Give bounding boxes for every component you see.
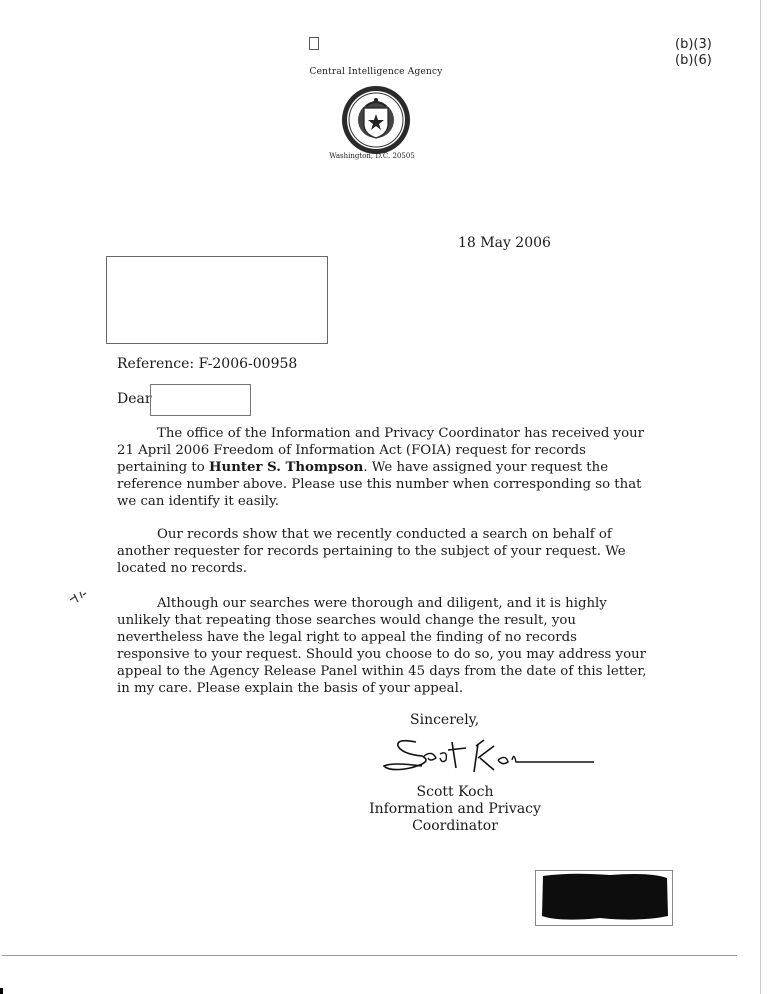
paragraph-3 bbox=[117, 595, 647, 697]
paragraph-1-tail: . We have assigned your request the reference number above. Please use this number when corresponding so that we can identify it easily. bbox=[117, 460, 642, 509]
reference-number: Reference: F-2006-00958 bbox=[117, 356, 298, 372]
redaction-blackout bbox=[540, 872, 670, 922]
recipient-name-redaction-box bbox=[150, 384, 251, 416]
signature-image bbox=[382, 732, 597, 782]
signer-title: Information and Privacy Coordinator bbox=[369, 801, 541, 834]
salutation: Dear bbox=[117, 391, 152, 407]
scan-artifact bbox=[0, 988, 3, 994]
margin-mark-icon bbox=[68, 590, 88, 606]
scan-edge-line bbox=[2, 955, 737, 956]
cia-seal-icon bbox=[340, 84, 412, 156]
paragraph-3-text: Although our searches were thorough and diligent, and it is highly unlikely that repeating those searches would change the result, you nevertheless have the legal right to appeal the finding of no records responsive to your request. Should you choose to do so, you may address your appeal to the Agency Release Panel within 45 days from the date of this letter, in my care. Please explain the basis of your appeal. bbox=[117, 596, 647, 696]
page-edge bbox=[760, 0, 761, 994]
agency-name: Central Intelligence Agency bbox=[309, 67, 443, 77]
paragraph-2 bbox=[117, 526, 647, 577]
exemption-b6: (b)(6) bbox=[675, 53, 712, 68]
checkbox-mark bbox=[309, 37, 319, 50]
paragraph-2-text: Our records show that we recently conducted a search on behalf of another requester for records pertaining to the subject of your request. We located no records. bbox=[117, 527, 626, 576]
paragraph-1 bbox=[117, 425, 647, 510]
closing: Sincerely, bbox=[410, 712, 480, 728]
subject-name: Hunter S. Thompson bbox=[208, 460, 364, 475]
signer-name: Scott Koch bbox=[416, 784, 494, 800]
signature-block bbox=[330, 784, 580, 835]
exemption-b3: (b)(3) bbox=[675, 37, 712, 52]
recipient-address-redaction-box bbox=[106, 256, 328, 344]
agency-address: Washington, D.C. 20505 bbox=[329, 152, 415, 160]
exemption-codes bbox=[675, 37, 712, 69]
letter-date: 18 May 2006 bbox=[458, 235, 551, 251]
paragraph-1-text: The office of the Information and Privacy Coordinator has received your 21 April 2006 Freedom of Information Act (FOIA) request for records pertaining to bbox=[117, 426, 644, 475]
